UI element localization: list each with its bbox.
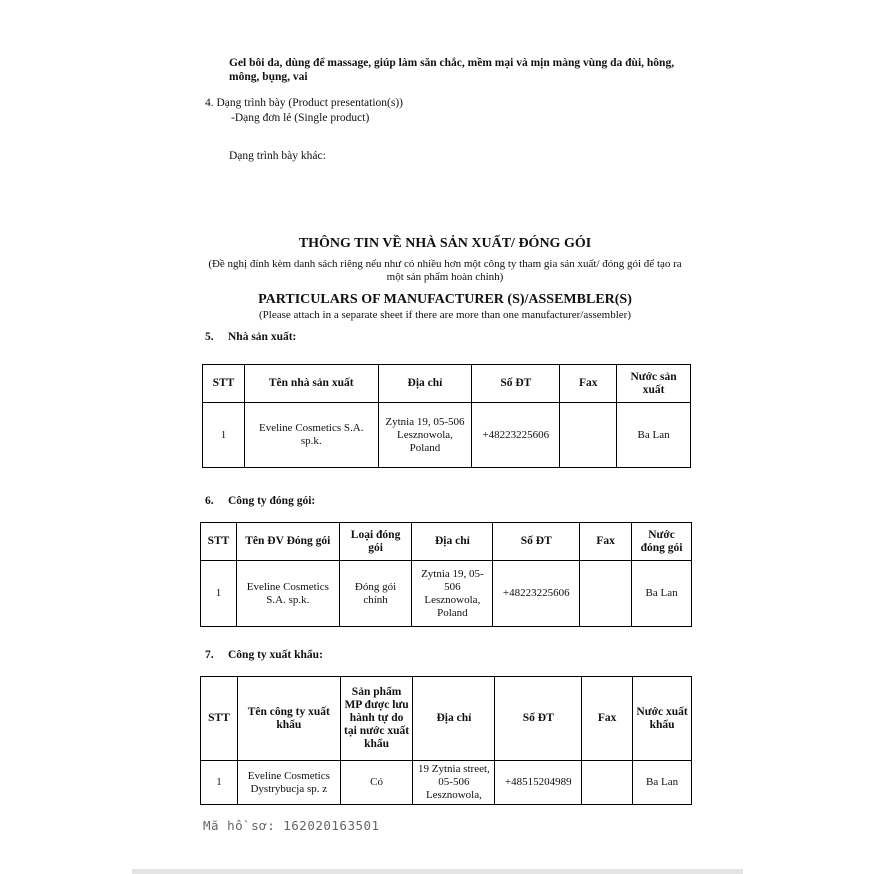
table-cell: Eveline Cosmetics S.A. sp.k.	[244, 403, 378, 468]
header-cell: Nước đóng gói	[632, 523, 692, 561]
header-cell: Nước xuất khẩu	[633, 677, 692, 761]
table-row	[203, 403, 691, 468]
table-cell: +48223225606	[493, 561, 580, 627]
table-cell	[582, 761, 633, 805]
exporter-table	[200, 676, 692, 805]
particulars-title-vi: THÔNG TIN VỀ NHÀ SẢN XUẤT/ ĐÓNG GÓI	[298, 236, 592, 251]
header-cell: Tên ĐV Đóng gói	[236, 523, 339, 561]
header-cell: Fax	[560, 365, 617, 403]
table-cell: +48515204989	[495, 761, 582, 805]
table-cell: Eveline Cosmetics S.A. sp.k.	[236, 561, 339, 627]
product-description: Gel bôi da, dùng để massage, giúp làm săn chắc, mềm mại và mịn màng vùng da đùi, hông, mông, bụng, vai	[229, 57, 675, 83]
header-cell: STT	[201, 677, 238, 761]
table-cell: Eveline Cosmetics Dystrybucja sp. z	[237, 761, 340, 805]
header-cell: STT	[201, 523, 237, 561]
table-cell: +48223225606	[472, 403, 560, 468]
table-row	[201, 761, 692, 805]
section-label: Công ty đóng gói:	[228, 495, 316, 507]
table-cell: 1	[201, 761, 238, 805]
header-cell: Số ĐT	[493, 523, 580, 561]
section-label: Nhà sản xuất:	[228, 331, 297, 343]
header-cell: Số ĐT	[495, 677, 582, 761]
section-number: 6.	[205, 495, 214, 507]
manufacturer-table	[202, 364, 691, 468]
table-cell: Có	[340, 761, 413, 805]
header-cell: Loại đóng gói	[339, 523, 412, 561]
section-number: 5.	[205, 331, 214, 343]
presentation-single: -Dạng đơn lẻ (Single product)	[231, 112, 370, 124]
header-cell: Số ĐT	[472, 365, 560, 403]
table-row	[201, 561, 692, 627]
header-cell: Địa chỉ	[413, 677, 495, 761]
table-cell: 1	[201, 561, 237, 627]
table-cell: Đóng gói chính	[339, 561, 412, 627]
header-cell: Nước sản xuất	[617, 365, 691, 403]
section-number: 7.	[205, 649, 214, 661]
table-cell: Ba Lan	[633, 761, 692, 805]
header-cell: Tên nhà sản xuất	[244, 365, 378, 403]
table-cell	[560, 403, 617, 468]
exporter-section-heading	[205, 649, 323, 661]
header-cell: Tên công ty xuất khẩu	[237, 677, 340, 761]
particulars-note-en: (Please attach in a separate sheet if there are more than one manufacturer/assembler)	[259, 309, 631, 321]
header-cell: Fax	[580, 523, 632, 561]
table-cell	[580, 561, 632, 627]
table-cell: Ba Lan	[617, 403, 691, 468]
manufacturer-section-heading	[205, 331, 296, 343]
file-code: Mã hồ sơ: 162020163501	[203, 818, 380, 833]
particulars-title-en: PARTICULARS OF MANUFACTURER (S)/ASSEMBLER(S)	[258, 292, 632, 307]
table-cell: Ba Lan	[632, 561, 692, 627]
packager-section-heading	[205, 495, 315, 507]
header-cell: Địa chỉ	[378, 365, 472, 403]
header-cell: Địa chỉ	[412, 523, 493, 561]
section-label: Công ty xuất khẩu:	[228, 649, 323, 661]
packager-table	[200, 522, 692, 627]
header-cell: STT	[203, 365, 245, 403]
table-cell: 19 Zytnia street, 05-506 Lesznowola,	[413, 761, 495, 805]
presentation-heading: 4. Dạng trình bày (Product presentation(s))	[205, 97, 404, 109]
header-cell: Sản phẩm MP được lưu hành tự do tại nước xuất khẩu	[340, 677, 413, 761]
particulars-note-vi: (Đề nghị đính kèm danh sách riêng nếu như có nhiều hơn một công ty tham gia sản xuất/ đóng gói để tạo ra một sản phẩm hoàn chỉnh)	[208, 258, 682, 283]
table-cell: 1	[203, 403, 245, 468]
table-cell: Zytnia 19, 05-506 Lesznowola, Poland	[412, 561, 493, 627]
page-bottom-divider	[132, 869, 743, 874]
table-cell: Zytnia 19, 05-506 Lesznowola, Poland	[378, 403, 472, 468]
presentation-other: Dạng trình bày khác:	[229, 150, 326, 162]
header-cell: Fax	[582, 677, 633, 761]
